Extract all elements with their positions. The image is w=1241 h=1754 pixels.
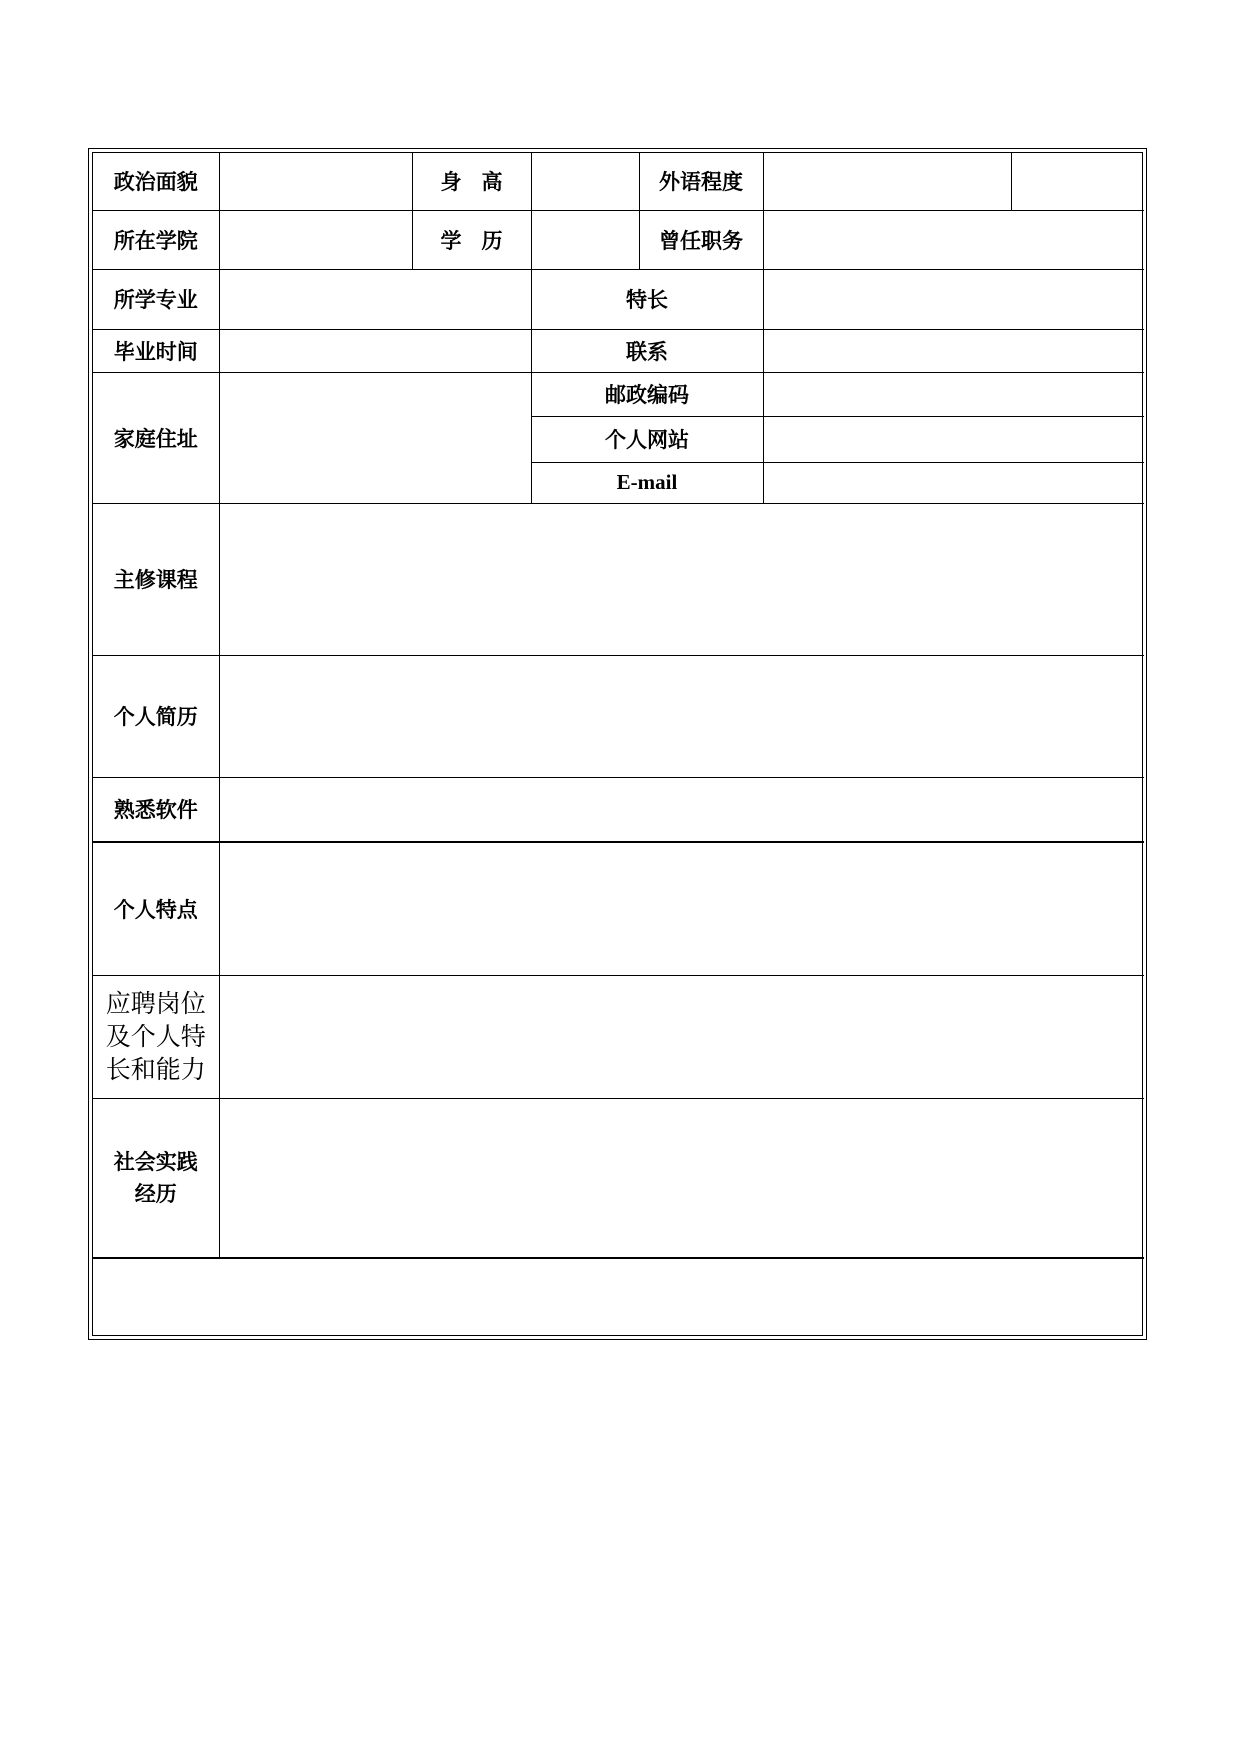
row-position — [93, 975, 1144, 1098]
contact-label: 联系 — [531, 329, 763, 372]
row-software — [93, 777, 1144, 842]
resume-form-frame — [88, 148, 1147, 1340]
major-field[interactable] — [219, 269, 531, 329]
position-label — [93, 975, 219, 1098]
personal-website-field[interactable] — [763, 416, 1144, 462]
footer-field[interactable] — [93, 1258, 1144, 1337]
traits-field[interactable] — [219, 842, 1144, 975]
height-field[interactable] — [531, 153, 639, 210]
position-label-line-3: 长和能力 — [105, 1055, 206, 1084]
main-courses-field[interactable] — [219, 503, 1144, 655]
former-position-field[interactable] — [763, 210, 1144, 269]
software-label: 熟悉软件 — [93, 777, 219, 842]
resume-table — [93, 153, 1144, 1337]
former-position-label: 曾任职务 — [639, 210, 763, 269]
row-graduation — [93, 329, 1144, 372]
education-field[interactable] — [531, 210, 639, 269]
row-college — [93, 210, 1144, 269]
position-label-line-2: 及个人特 — [105, 1022, 206, 1051]
home-address-label: 家庭住址 — [93, 372, 219, 503]
row-main-courses — [93, 503, 1144, 655]
position-field[interactable] — [219, 975, 1144, 1098]
row-social-practice — [93, 1098, 1144, 1258]
row-major — [93, 269, 1144, 329]
major-label: 所学专业 — [93, 269, 219, 329]
social-practice-label-line-2: 经历 — [134, 1180, 177, 1206]
contact-field[interactable] — [763, 329, 1144, 372]
specialty-label: 特长 — [531, 269, 763, 329]
education-label: 学历 — [412, 210, 531, 269]
graduation-time-label: 毕业时间 — [93, 329, 219, 372]
software-field[interactable] — [219, 777, 1144, 842]
political-status-label: 政治面貌 — [93, 153, 219, 210]
row-political-status — [93, 153, 1144, 210]
row-postal-code — [93, 372, 1144, 416]
resume-label: 个人简历 — [93, 655, 219, 777]
home-address-field[interactable] — [219, 372, 531, 503]
college-label: 所在学院 — [93, 210, 219, 269]
traits-label: 个人特点 — [93, 842, 219, 975]
foreign-language-label: 外语程度 — [639, 153, 763, 210]
row-resume — [93, 655, 1144, 777]
foreign-language-field[interactable] — [763, 153, 1011, 210]
position-label-line-1: 应聘岗位 — [105, 989, 206, 1018]
social-practice-label-line-1: 社会实践 — [113, 1148, 198, 1174]
postal-code-label: 邮政编码 — [531, 372, 763, 416]
graduation-time-field[interactable] — [219, 329, 531, 372]
row-footer — [93, 1258, 1144, 1337]
postal-code-field[interactable] — [763, 372, 1144, 416]
specialty-field[interactable] — [763, 269, 1144, 329]
resume-form — [92, 152, 1143, 1336]
resume-field[interactable] — [219, 655, 1144, 777]
row-traits — [93, 842, 1144, 975]
social-practice-field[interactable] — [219, 1098, 1144, 1258]
political-status-field[interactable] — [219, 153, 412, 210]
photo-field[interactable] — [1011, 153, 1144, 210]
social-practice-label — [93, 1098, 219, 1258]
college-field[interactable] — [219, 210, 412, 269]
main-courses-label: 主修课程 — [93, 503, 219, 655]
personal-website-label: 个人网站 — [531, 416, 763, 462]
height-label: 身高 — [412, 153, 531, 210]
email-field[interactable] — [763, 462, 1144, 503]
email-label: E-mail — [531, 462, 763, 503]
